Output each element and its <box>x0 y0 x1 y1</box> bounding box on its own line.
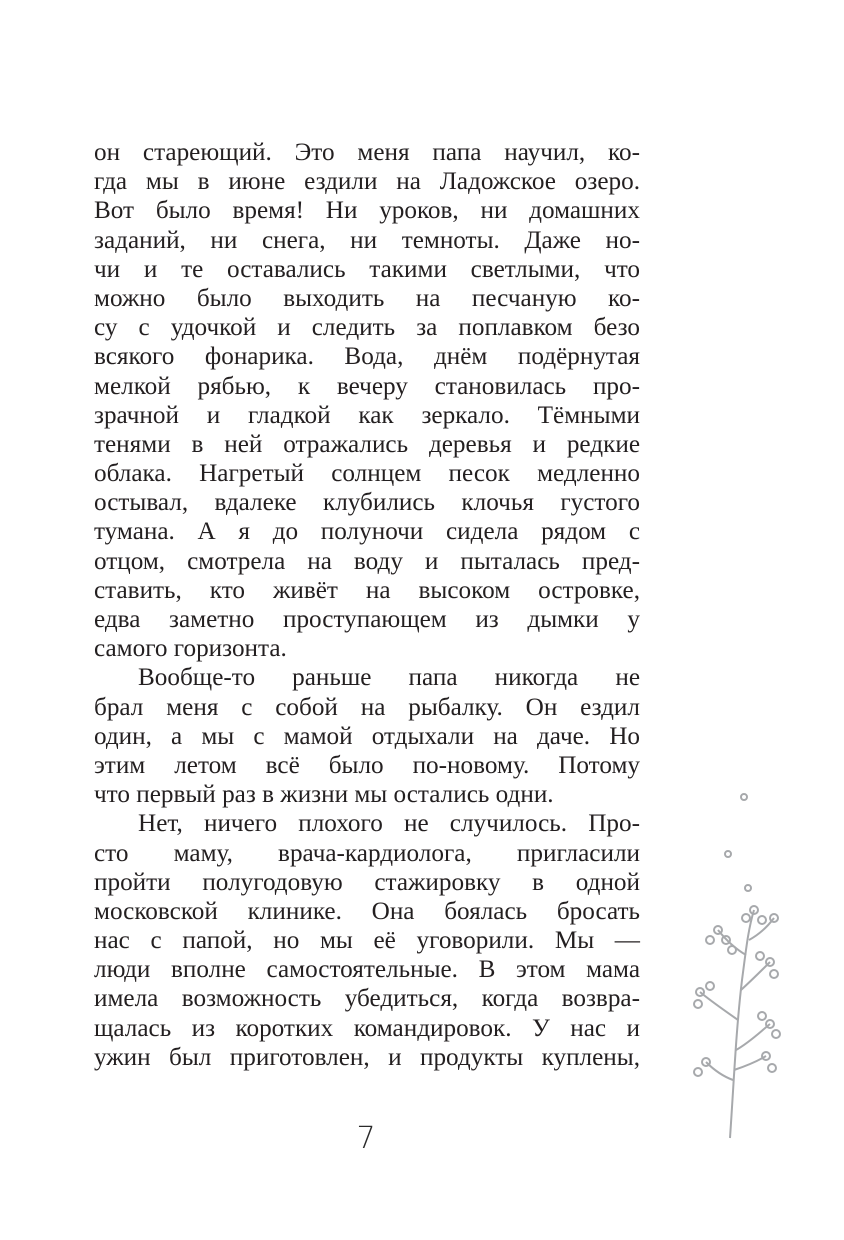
text-line: брал меня с собой на рыбалку. Он ездил <box>94 693 640 721</box>
text-line: ужин был приготовлен, и продукты куплены, <box>94 1043 640 1071</box>
text-line: люди вполне самостоятельные. В этом мама <box>94 956 640 984</box>
text-line: Вот было время! Ни уроков, ни домашних <box>94 197 640 225</box>
text-line: нас с папой, но мы её уговорили. Мы — <box>94 927 640 955</box>
text-line: мелкой рябью, к вечеру становилась про- <box>94 372 640 400</box>
text-line: пройти полугодовую стажировку в одной <box>94 868 640 896</box>
text-line: Нет, ничего плохого не случилось. Про- <box>138 810 640 838</box>
text-line: самого горизонта. <box>94 635 287 663</box>
text-line: Вообще-то раньше папа никогда не <box>138 664 640 692</box>
text-line: он стареющий. Это меня папа научил, ко- <box>94 139 640 166</box>
text-line: сто маму, врача-кардиолога, пригласили <box>94 839 640 867</box>
page-text <box>94 138 640 1072</box>
text-line: имела возможность убедиться, когда возвра- <box>94 985 640 1013</box>
text-line: можно было выходить на песчаную ко- <box>94 284 640 312</box>
text-line: облака. Нагретый солнцем песок медленно <box>94 460 640 488</box>
text-line: что первый раз в жизни мы остались одни. <box>94 781 554 809</box>
text-line: едва заметно проступающем из дымки у <box>94 606 640 633</box>
text-line: зрачной и гладкой как зеркало. Тёмными <box>94 401 640 429</box>
text-line: московской клинике. Она боялась бросать <box>94 897 640 925</box>
berry-branch-icon <box>676 780 786 1140</box>
text-line: тумана. А я до полуночи сидела рядом с <box>94 518 640 546</box>
text-line: отцом, смотрела на воду и пыталась пред- <box>94 547 640 575</box>
text-line: ставить, кто живёт на высоком островке, <box>94 576 640 604</box>
text-line: остывал, вдалеке клубились клочья густого <box>94 489 640 517</box>
text-line: тенями в ней отражались деревья и редкие <box>94 430 640 458</box>
text-line: гда мы в июне ездили на Ладожское озеро. <box>94 168 640 196</box>
text-line: один, а мы с мамой отдыхали на даче. Но <box>94 722 640 750</box>
text-line: щалась из коротких командировок. У нас и <box>94 1014 640 1042</box>
text-line: су с удочкой и следить за поплавком безо <box>94 314 640 342</box>
text-line: заданий, ни снега, ни темноты. Даже но- <box>94 226 640 254</box>
text-line: чи и те оставались такими светлыми, что <box>94 255 640 283</box>
page-number: 7 <box>356 1121 376 1156</box>
text-line: всякого фонарика. Вода, днём подёрнутая <box>94 343 640 371</box>
text-line: этим летом всё было по-новому. Потому <box>94 751 640 779</box>
